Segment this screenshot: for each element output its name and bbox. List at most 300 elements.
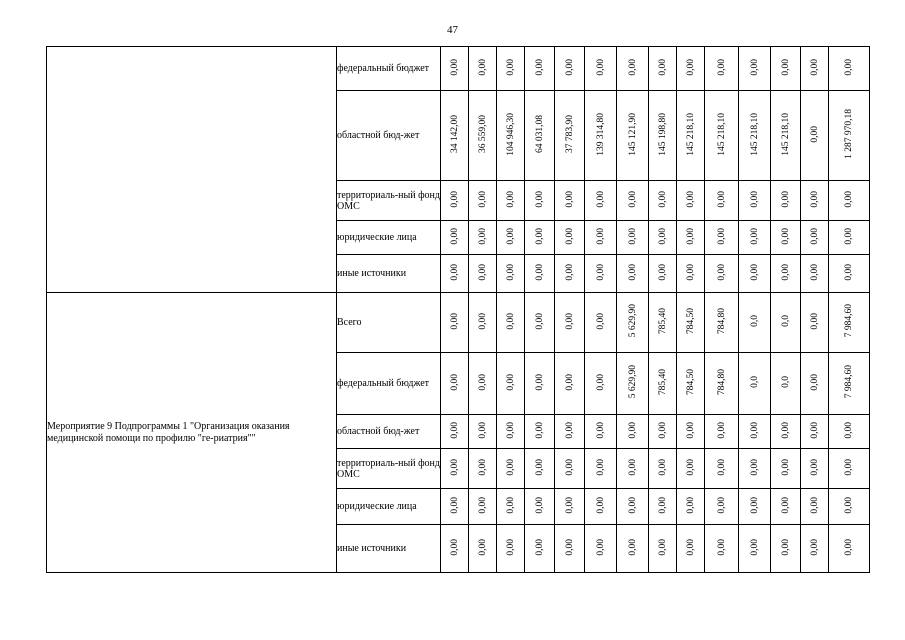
value-text: 0,00 bbox=[534, 373, 545, 391]
value-text: 0,00 bbox=[657, 538, 668, 556]
value-text: 0,00 bbox=[780, 58, 791, 76]
value-text: 0,0 bbox=[780, 376, 791, 388]
value-cell bbox=[829, 415, 870, 449]
value-cell bbox=[705, 221, 739, 255]
value-text: 0,00 bbox=[595, 458, 606, 476]
value-cell bbox=[705, 489, 739, 525]
value-text: 0,00 bbox=[505, 312, 516, 330]
value-text: 0,00 bbox=[595, 421, 606, 439]
value-text: 0,00 bbox=[685, 227, 696, 245]
value-cell bbox=[801, 181, 829, 221]
value-cell bbox=[441, 255, 469, 293]
value-cell bbox=[771, 91, 801, 181]
value-text: 0,00 bbox=[534, 312, 545, 330]
value-cell bbox=[829, 47, 870, 91]
value-text: 784,80 bbox=[716, 368, 727, 396]
value-cell bbox=[525, 181, 555, 221]
value-cell bbox=[617, 489, 649, 525]
value-text: 0,00 bbox=[749, 263, 760, 281]
value-text: 0,00 bbox=[780, 496, 791, 514]
value-cell bbox=[705, 353, 739, 415]
value-cell bbox=[771, 293, 801, 353]
value-text: 0,00 bbox=[449, 496, 460, 514]
value-cell bbox=[555, 525, 585, 573]
value-cell bbox=[677, 415, 705, 449]
funding-source-cell: федеральный бюджет bbox=[337, 47, 441, 91]
value-text: 0,00 bbox=[505, 496, 516, 514]
value-text: 139 314,80 bbox=[595, 112, 606, 156]
value-text: 104 946,30 bbox=[505, 112, 516, 156]
value-text: 0,00 bbox=[809, 373, 820, 391]
value-text: 0,00 bbox=[809, 58, 820, 76]
value-cell bbox=[705, 449, 739, 489]
value-text: 0,00 bbox=[685, 58, 696, 76]
budget-table bbox=[46, 46, 870, 573]
value-cell bbox=[677, 221, 705, 255]
value-text: 0,00 bbox=[627, 190, 638, 208]
value-cell bbox=[469, 415, 497, 449]
value-cell bbox=[801, 47, 829, 91]
value-cell bbox=[617, 47, 649, 91]
value-text: 0,00 bbox=[809, 458, 820, 476]
value-text: 0,00 bbox=[627, 263, 638, 281]
value-text: 0,00 bbox=[477, 58, 488, 76]
table-row bbox=[47, 47, 870, 91]
value-cell bbox=[801, 91, 829, 181]
value-text: 0,00 bbox=[449, 373, 460, 391]
value-text: 0,0 bbox=[749, 376, 760, 388]
value-text: 0,00 bbox=[449, 227, 460, 245]
value-cell bbox=[555, 181, 585, 221]
value-cell bbox=[771, 181, 801, 221]
value-text: 0,00 bbox=[564, 312, 575, 330]
value-text: 0,00 bbox=[716, 538, 727, 556]
value-cell bbox=[525, 489, 555, 525]
value-text: 0,00 bbox=[564, 58, 575, 76]
value-text: 0,00 bbox=[844, 227, 854, 245]
value-cell bbox=[649, 181, 677, 221]
value-cell bbox=[469, 489, 497, 525]
value-cell bbox=[705, 181, 739, 221]
value-cell bbox=[801, 415, 829, 449]
value-text: 0,00 bbox=[449, 421, 460, 439]
value-text: 36 559,00 bbox=[477, 115, 488, 153]
value-cell bbox=[555, 47, 585, 91]
value-text: 784,50 bbox=[685, 307, 696, 335]
value-text: 0,00 bbox=[595, 190, 606, 208]
value-cell bbox=[649, 353, 677, 415]
value-text: 0,00 bbox=[780, 190, 791, 208]
value-text: 785,40 bbox=[657, 368, 668, 396]
value-text: 0,00 bbox=[477, 496, 488, 514]
value-cell bbox=[441, 415, 469, 449]
value-text: 145 218,10 bbox=[749, 112, 760, 156]
value-cell bbox=[705, 293, 739, 353]
value-text: 0,00 bbox=[780, 458, 791, 476]
value-cell bbox=[525, 221, 555, 255]
value-text: 0,00 bbox=[780, 227, 791, 245]
value-text: 64 031,08 bbox=[534, 115, 545, 153]
value-cell bbox=[829, 353, 870, 415]
value-text: 0,00 bbox=[477, 312, 488, 330]
value-text: 0,00 bbox=[627, 421, 638, 439]
value-text: 0,00 bbox=[477, 373, 488, 391]
value-text: 0,00 bbox=[685, 538, 696, 556]
value-text: 0,00 bbox=[749, 227, 760, 245]
value-text: 0,00 bbox=[844, 190, 854, 208]
value-cell bbox=[829, 221, 870, 255]
value-cell bbox=[469, 255, 497, 293]
value-cell bbox=[771, 47, 801, 91]
value-cell bbox=[677, 489, 705, 525]
value-cell bbox=[469, 293, 497, 353]
value-cell bbox=[585, 353, 617, 415]
value-text: 1 287 970,18 bbox=[844, 109, 854, 159]
value-text: 0,00 bbox=[627, 538, 638, 556]
value-cell bbox=[525, 525, 555, 573]
value-text: 0,00 bbox=[809, 190, 820, 208]
value-cell bbox=[497, 91, 525, 181]
value-cell bbox=[441, 525, 469, 573]
value-text: 0,00 bbox=[564, 227, 575, 245]
value-cell bbox=[739, 293, 771, 353]
value-cell bbox=[441, 181, 469, 221]
value-text: 0,00 bbox=[505, 421, 516, 439]
value-cell bbox=[617, 525, 649, 573]
value-cell bbox=[829, 255, 870, 293]
value-text: 0,00 bbox=[657, 458, 668, 476]
value-text: 0,00 bbox=[716, 421, 727, 439]
value-cell bbox=[497, 181, 525, 221]
value-text: 0,00 bbox=[627, 58, 638, 76]
value-text: 785,40 bbox=[657, 307, 668, 335]
funding-source-cell: юридические лица bbox=[337, 489, 441, 525]
value-text: 0,00 bbox=[749, 190, 760, 208]
value-text: 0,00 bbox=[657, 421, 668, 439]
value-cell bbox=[441, 293, 469, 353]
value-text: 0,00 bbox=[780, 538, 791, 556]
value-cell bbox=[677, 449, 705, 489]
value-cell bbox=[497, 255, 525, 293]
value-cell bbox=[441, 221, 469, 255]
value-cell bbox=[497, 353, 525, 415]
value-text: 7 984,60 bbox=[844, 365, 854, 399]
value-cell bbox=[525, 293, 555, 353]
value-cell bbox=[585, 255, 617, 293]
value-text: 0,00 bbox=[595, 58, 606, 76]
value-text: 0,00 bbox=[844, 263, 854, 281]
value-text: 0,00 bbox=[844, 496, 854, 514]
value-cell bbox=[441, 489, 469, 525]
value-cell bbox=[497, 293, 525, 353]
value-text: 37 783,90 bbox=[564, 115, 575, 153]
value-text: 0,00 bbox=[780, 421, 791, 439]
funding-source-cell: территориаль-ный фонд ОМС bbox=[337, 449, 441, 489]
value-text: 0,00 bbox=[564, 421, 575, 439]
value-cell bbox=[649, 415, 677, 449]
value-cell bbox=[555, 353, 585, 415]
value-text: 0,00 bbox=[595, 227, 606, 245]
value-cell bbox=[771, 489, 801, 525]
value-cell bbox=[555, 449, 585, 489]
value-cell bbox=[617, 221, 649, 255]
value-text: 0,00 bbox=[564, 538, 575, 556]
value-cell bbox=[441, 353, 469, 415]
value-cell bbox=[705, 415, 739, 449]
value-text: 0,00 bbox=[627, 227, 638, 245]
value-cell bbox=[585, 221, 617, 255]
funding-source-cell: Всего bbox=[337, 293, 441, 353]
value-cell bbox=[555, 293, 585, 353]
value-cell bbox=[585, 489, 617, 525]
value-text: 145 198,80 bbox=[657, 112, 668, 156]
value-cell bbox=[497, 525, 525, 573]
value-cell bbox=[801, 489, 829, 525]
value-text: 0,00 bbox=[844, 458, 854, 476]
value-text: 0,00 bbox=[449, 263, 460, 281]
value-text: 0,00 bbox=[844, 58, 854, 76]
value-text: 0,00 bbox=[749, 421, 760, 439]
funding-source-cell: федеральный бюджет bbox=[337, 353, 441, 415]
value-cell bbox=[469, 525, 497, 573]
value-text: 0,00 bbox=[595, 373, 606, 391]
value-text: 0,00 bbox=[534, 496, 545, 514]
value-text: 0,00 bbox=[534, 227, 545, 245]
value-cell bbox=[705, 91, 739, 181]
value-text: 0,00 bbox=[780, 263, 791, 281]
value-text: 0,00 bbox=[449, 458, 460, 476]
page-number: 47 bbox=[447, 24, 458, 36]
value-cell bbox=[525, 47, 555, 91]
value-text: 0,00 bbox=[505, 227, 516, 245]
value-text: 0,0 bbox=[749, 315, 760, 327]
value-text: 0,00 bbox=[477, 458, 488, 476]
value-text: 0,00 bbox=[809, 263, 820, 281]
value-cell bbox=[585, 47, 617, 91]
value-cell bbox=[617, 255, 649, 293]
value-text: 0,00 bbox=[564, 190, 575, 208]
value-cell bbox=[525, 255, 555, 293]
value-cell bbox=[649, 47, 677, 91]
value-text: 0,00 bbox=[534, 263, 545, 281]
value-text: 0,0 bbox=[780, 315, 791, 327]
value-text: 0,00 bbox=[534, 58, 545, 76]
value-cell bbox=[677, 353, 705, 415]
value-cell bbox=[649, 255, 677, 293]
value-text: 34 142,00 bbox=[449, 115, 460, 153]
value-cell bbox=[649, 449, 677, 489]
value-cell bbox=[829, 91, 870, 181]
value-text: 7 984,60 bbox=[844, 304, 854, 338]
value-text: 0,00 bbox=[534, 190, 545, 208]
value-cell bbox=[497, 415, 525, 449]
value-cell bbox=[801, 255, 829, 293]
value-cell bbox=[829, 489, 870, 525]
value-cell bbox=[677, 525, 705, 573]
value-cell bbox=[585, 181, 617, 221]
value-text: 0,00 bbox=[477, 263, 488, 281]
value-cell bbox=[739, 415, 771, 449]
value-cell bbox=[649, 525, 677, 573]
funding-source-cell: юридические лица bbox=[337, 221, 441, 255]
value-text: 0,00 bbox=[809, 227, 820, 245]
value-text: 0,00 bbox=[809, 125, 820, 143]
value-text: 5 629,90 bbox=[627, 304, 638, 338]
value-cell bbox=[555, 221, 585, 255]
value-cell bbox=[829, 525, 870, 573]
value-text: 0,00 bbox=[749, 538, 760, 556]
value-text: 0,00 bbox=[477, 538, 488, 556]
value-cell bbox=[555, 489, 585, 525]
value-text: 0,00 bbox=[449, 312, 460, 330]
value-text: 0,00 bbox=[627, 458, 638, 476]
funding-source-cell: областной бюд-жет bbox=[337, 415, 441, 449]
value-text: 145 121,90 bbox=[627, 112, 638, 156]
value-cell bbox=[771, 255, 801, 293]
value-cell bbox=[469, 353, 497, 415]
value-text: 0,00 bbox=[505, 373, 516, 391]
value-text: 0,00 bbox=[564, 496, 575, 514]
value-text: 0,00 bbox=[716, 190, 727, 208]
value-text: 0,00 bbox=[477, 421, 488, 439]
value-text: 0,00 bbox=[685, 190, 696, 208]
value-text: 784,50 bbox=[685, 368, 696, 396]
value-cell bbox=[469, 47, 497, 91]
value-text: 0,00 bbox=[657, 190, 668, 208]
value-text: 0,00 bbox=[564, 458, 575, 476]
value-text: 0,00 bbox=[685, 263, 696, 281]
value-text: 0,00 bbox=[534, 421, 545, 439]
value-text: 5 629,90 bbox=[627, 365, 638, 399]
value-text: 0,00 bbox=[657, 263, 668, 281]
value-cell bbox=[705, 525, 739, 573]
value-text: 0,00 bbox=[685, 421, 696, 439]
value-text: 0,00 bbox=[627, 496, 638, 514]
value-cell bbox=[555, 255, 585, 293]
value-cell bbox=[469, 449, 497, 489]
value-cell bbox=[585, 525, 617, 573]
value-cell bbox=[497, 449, 525, 489]
value-text: 0,00 bbox=[505, 538, 516, 556]
value-text: 0,00 bbox=[657, 496, 668, 514]
value-cell bbox=[771, 415, 801, 449]
value-cell bbox=[829, 181, 870, 221]
value-text: 0,00 bbox=[595, 496, 606, 514]
value-cell bbox=[617, 353, 649, 415]
value-cell bbox=[525, 91, 555, 181]
value-text: 784,80 bbox=[716, 307, 727, 335]
value-cell bbox=[555, 415, 585, 449]
value-text: 0,00 bbox=[505, 58, 516, 76]
value-text: 0,00 bbox=[716, 496, 727, 514]
value-text: 0,00 bbox=[449, 190, 460, 208]
value-cell bbox=[801, 525, 829, 573]
value-cell bbox=[829, 293, 870, 353]
funding-source-cell: иные источники bbox=[337, 525, 441, 573]
value-cell bbox=[649, 221, 677, 255]
value-cell bbox=[497, 47, 525, 91]
value-text: 0,00 bbox=[657, 227, 668, 245]
value-cell bbox=[497, 221, 525, 255]
value-text: 0,00 bbox=[716, 263, 727, 281]
value-cell bbox=[801, 353, 829, 415]
value-text: 0,00 bbox=[449, 58, 460, 76]
value-cell bbox=[585, 293, 617, 353]
value-text: 0,00 bbox=[477, 227, 488, 245]
table-row bbox=[47, 293, 870, 353]
value-text: 0,00 bbox=[809, 538, 820, 556]
event-name-cell: Мероприятие 9 Подпрограммы 1 "Организация оказания медицинской помощи по профилю "ге-риатрия"" bbox=[47, 293, 337, 573]
funding-source-cell: иные источники bbox=[337, 255, 441, 293]
value-cell bbox=[739, 221, 771, 255]
value-text: 0,00 bbox=[477, 190, 488, 208]
value-cell bbox=[801, 449, 829, 489]
value-cell bbox=[525, 449, 555, 489]
value-cell bbox=[739, 47, 771, 91]
value-text: 0,00 bbox=[595, 263, 606, 281]
value-text: 0,00 bbox=[449, 538, 460, 556]
value-text: 145 218,10 bbox=[685, 112, 696, 156]
value-text: 0,00 bbox=[534, 458, 545, 476]
value-cell bbox=[677, 91, 705, 181]
value-cell bbox=[677, 181, 705, 221]
value-cell bbox=[739, 255, 771, 293]
value-cell bbox=[739, 525, 771, 573]
value-cell bbox=[739, 449, 771, 489]
value-text: 0,00 bbox=[809, 421, 820, 439]
funding-source-cell: территориаль-ный фонд ОМС bbox=[337, 181, 441, 221]
value-text: 0,00 bbox=[685, 496, 696, 514]
value-cell bbox=[739, 353, 771, 415]
funding-source-cell: областной бюд-жет bbox=[337, 91, 441, 181]
value-text: 0,00 bbox=[595, 538, 606, 556]
value-cell bbox=[771, 221, 801, 255]
value-text: 0,00 bbox=[657, 58, 668, 76]
value-text: 0,00 bbox=[749, 458, 760, 476]
value-cell bbox=[617, 91, 649, 181]
event-name-cell bbox=[47, 47, 337, 293]
value-cell bbox=[771, 353, 801, 415]
value-cell bbox=[771, 449, 801, 489]
value-cell bbox=[469, 91, 497, 181]
value-text: 0,00 bbox=[505, 190, 516, 208]
value-text: 0,00 bbox=[564, 263, 575, 281]
value-cell bbox=[525, 415, 555, 449]
value-cell bbox=[649, 489, 677, 525]
value-cell bbox=[555, 91, 585, 181]
value-cell bbox=[739, 489, 771, 525]
value-cell bbox=[585, 415, 617, 449]
value-cell bbox=[585, 91, 617, 181]
value-cell bbox=[739, 91, 771, 181]
value-cell bbox=[677, 293, 705, 353]
value-text: 0,00 bbox=[749, 58, 760, 76]
value-cell bbox=[525, 353, 555, 415]
value-text: 0,00 bbox=[685, 458, 696, 476]
value-text: 0,00 bbox=[809, 312, 820, 330]
value-text: 0,00 bbox=[716, 58, 727, 76]
value-cell bbox=[441, 91, 469, 181]
value-text: 0,00 bbox=[749, 496, 760, 514]
value-cell bbox=[801, 293, 829, 353]
value-cell bbox=[617, 293, 649, 353]
value-text: 0,00 bbox=[564, 373, 575, 391]
value-cell bbox=[585, 449, 617, 489]
value-text: 145 218,10 bbox=[716, 112, 727, 156]
value-cell bbox=[617, 449, 649, 489]
value-cell bbox=[617, 181, 649, 221]
value-text: 0,00 bbox=[534, 538, 545, 556]
